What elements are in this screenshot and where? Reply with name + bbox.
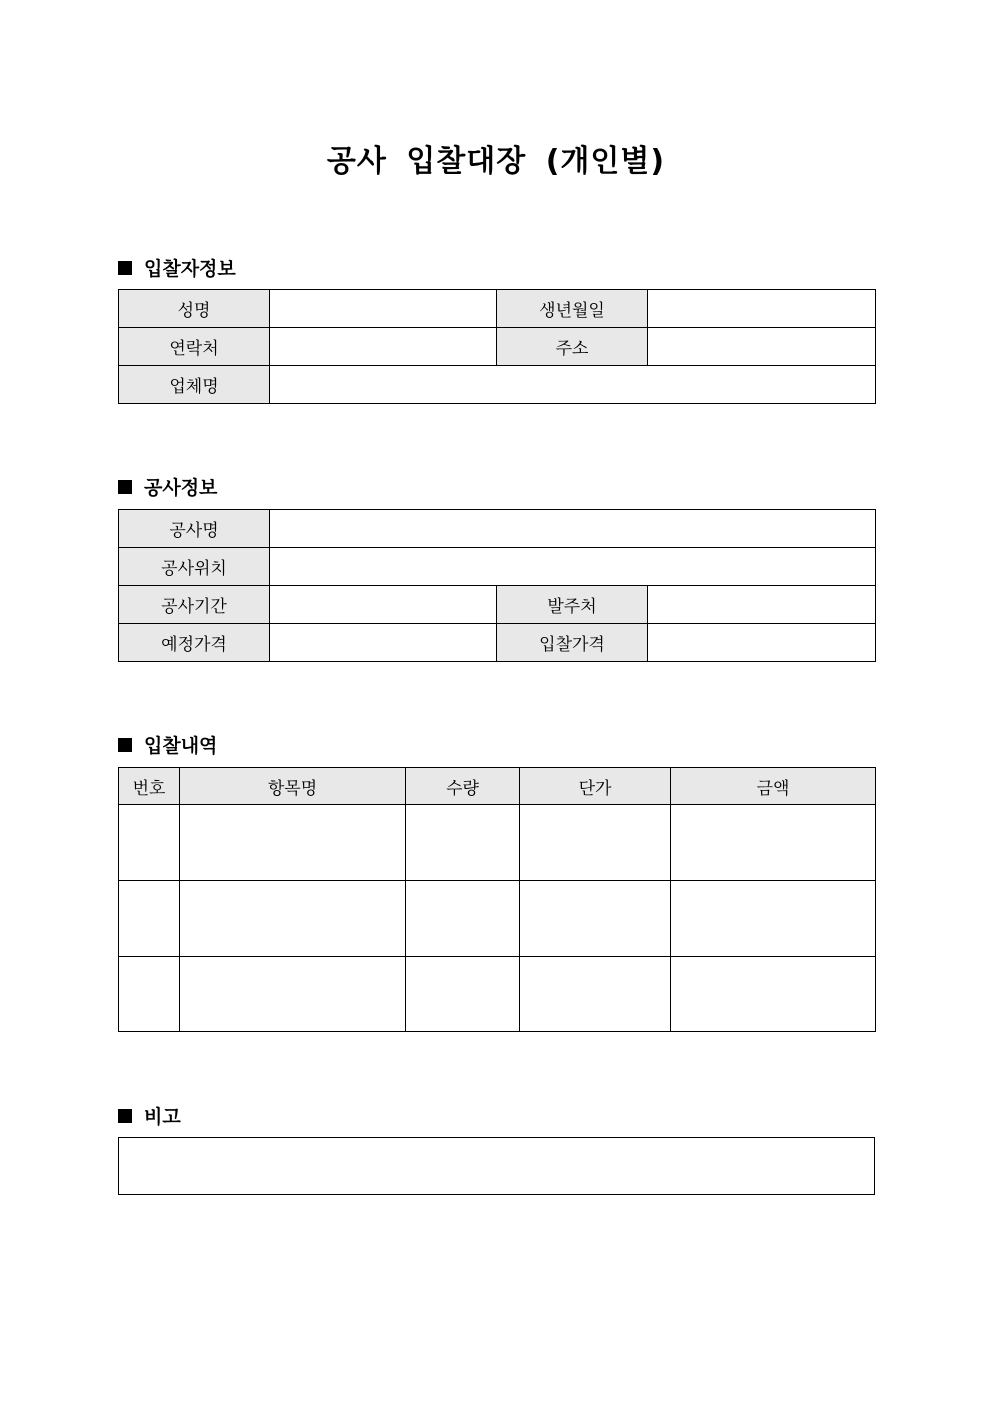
column-header-unit-price: 단가 [520,768,671,805]
number-cell[interactable] [119,805,180,881]
section-heading-label: 입찰자정보 [144,258,236,280]
estimated-price-field[interactable] [270,624,497,662]
square-bullet-icon [118,1109,132,1123]
project-name-label: 공사명 [119,510,270,548]
amount-cell[interactable] [671,881,876,957]
remarks-field[interactable] [119,1138,875,1195]
contact-label: 연락처 [119,328,270,366]
table-row [119,328,876,366]
square-bullet-icon [118,480,132,494]
unit-price-cell[interactable] [520,957,671,1032]
number-cell[interactable] [119,957,180,1032]
company-field[interactable] [270,366,876,404]
square-bullet-icon [118,261,132,275]
column-header-quantity: 수량 [406,768,520,805]
section-heading-label: 비고 [144,1106,181,1128]
amount-cell[interactable] [671,805,876,881]
item-name-cell[interactable] [180,957,406,1032]
column-header-number: 번호 [119,768,180,805]
client-label: 발주처 [497,586,648,624]
birth-date-field[interactable] [648,290,876,328]
quantity-cell[interactable] [406,881,520,957]
remarks-table [118,1137,875,1195]
bid-price-field[interactable] [648,624,876,662]
table-row [119,624,876,662]
column-header-amount: 금액 [671,768,876,805]
item-name-cell[interactable] [180,881,406,957]
bid-details-table [118,767,876,1032]
page-title: 공사 입찰대장 (개인별) [326,144,666,179]
client-field[interactable] [648,586,876,624]
table-row [119,957,876,1032]
section-heading-bidder [118,254,236,281]
quantity-cell[interactable] [406,957,520,1032]
table-row [119,290,876,328]
table-row [119,1138,875,1195]
section-heading-label: 입찰내역 [144,735,218,757]
quantity-cell[interactable] [406,805,520,881]
project-location-field[interactable] [270,548,876,586]
section-heading-project [118,473,217,500]
number-cell[interactable] [119,881,180,957]
project-info-table [118,509,876,662]
company-label: 업체명 [119,366,270,404]
unit-price-cell[interactable] [520,881,671,957]
item-name-cell[interactable] [180,805,406,881]
project-name-field[interactable] [270,510,876,548]
address-label: 주소 [497,328,648,366]
amount-cell[interactable] [671,957,876,1032]
name-label: 성명 [119,290,270,328]
address-field[interactable] [648,328,876,366]
table-row [119,805,876,881]
estimated-price-label: 예정가격 [119,624,270,662]
section-heading-remarks [118,1102,181,1129]
table-row [119,586,876,624]
birth-date-label: 생년월일 [497,290,648,328]
unit-price-cell[interactable] [520,805,671,881]
column-header-item-name: 항목명 [180,768,406,805]
table-header-row [119,768,876,805]
table-row [119,366,876,404]
contact-field[interactable] [270,328,497,366]
square-bullet-icon [118,738,132,752]
project-period-field[interactable] [270,586,497,624]
section-heading-label: 공사정보 [144,477,218,499]
name-field[interactable] [270,290,497,328]
section-heading-bid-details [118,731,217,758]
table-row [119,881,876,957]
project-period-label: 공사기간 [119,586,270,624]
table-row [119,548,876,586]
bidder-info-table [118,289,876,404]
bid-price-label: 입찰가격 [497,624,648,662]
table-row [119,510,876,548]
project-location-label: 공사위치 [119,548,270,586]
